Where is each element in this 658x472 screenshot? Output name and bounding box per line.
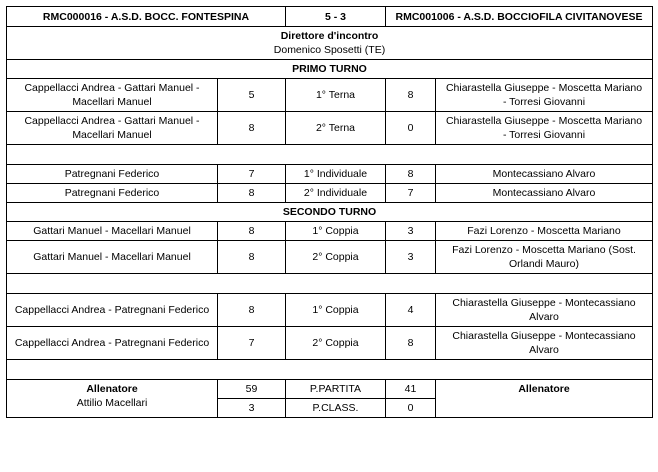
away-players (436, 294, 653, 327)
home-players: Patregnani Federico (7, 165, 218, 184)
director-row (7, 27, 653, 60)
spacer-cell (7, 145, 653, 165)
home-players-line: Cappellacci Andrea - Gattari Manuel - (24, 115, 200, 127)
game-type: 2° Coppia (286, 327, 386, 360)
away-score: 8 (386, 327, 436, 360)
home-players-line: Macellari Manuel (72, 96, 152, 108)
away-players (436, 222, 653, 241)
game-row (7, 165, 653, 184)
classifica-home: 3 (218, 399, 286, 418)
home-coach-cell (7, 380, 218, 418)
partita-home: 59 (218, 380, 286, 399)
footer-row (7, 380, 653, 399)
home-score: 7 (218, 165, 286, 184)
away-players (436, 112, 653, 145)
game-type: 2° Coppia (286, 241, 386, 274)
away-players-line: Orlandi Mauro) (508, 258, 580, 270)
home-players: Gattari Manuel - Macellari Manuel (7, 241, 218, 274)
spacer-row (7, 360, 653, 380)
away-score: 8 (386, 79, 436, 112)
home-score: 8 (218, 222, 286, 241)
away-players-line: Chiarastella Giuseppe - Moscetta Mariano (445, 115, 643, 127)
home-coach-label: Allenatore (86, 383, 138, 395)
away-players-line: Chiarastella Giuseppe - Moscetta Mariano (445, 82, 643, 94)
game-type: 2° Individuale (286, 184, 386, 203)
away-score: 7 (386, 184, 436, 203)
home-coach-name: Attilio Macellari (76, 397, 148, 409)
home-team-name: RMC000016 - A.S.D. BOCC. FONTESPINA (7, 7, 286, 27)
director-title: Direttore d'incontro (280, 30, 379, 42)
spacer-cell (7, 360, 653, 380)
home-score: 5 (218, 79, 286, 112)
section-row (7, 60, 653, 79)
away-coach-label: Allenatore (518, 383, 570, 395)
section-title-primo-turno: PRIMO TURNO (7, 60, 653, 79)
game-row (7, 241, 653, 274)
home-players-line: Macellari Manuel (72, 129, 152, 141)
away-players-line: - Torresi Giovanni (502, 129, 586, 141)
game-type: 1° Terna (286, 79, 386, 112)
away-players-line: Fazi Lorenzo - Moscetta Mariano (Sost. (452, 244, 636, 256)
home-score: 7 (218, 327, 286, 360)
away-players: Montecassiano Alvaro (436, 184, 653, 203)
home-players: Gattari Manuel - Macellari Manuel (7, 222, 218, 241)
away-score: 8 (386, 165, 436, 184)
away-players-line: Fazi Lorenzo - Moscetta Mariano (467, 225, 621, 237)
director-name: Domenico Sposetti (TE) (273, 44, 386, 56)
partita-away: 41 (386, 380, 436, 399)
partita-label: P.PARTITA (286, 380, 386, 399)
away-players-line: - Torresi Giovanni (502, 96, 586, 108)
away-players (436, 241, 653, 274)
home-players: Cappellacci Andrea - Patregnani Federico (7, 327, 218, 360)
spacer-row (7, 145, 653, 165)
home-players: Cappellacci Andrea - Patregnani Federico (7, 294, 218, 327)
game-row (7, 184, 653, 203)
away-players-line: Alvaro (529, 344, 559, 356)
away-score: 0 (386, 112, 436, 145)
game-row (7, 327, 653, 360)
spacer-cell (7, 274, 653, 294)
game-row (7, 222, 653, 241)
away-players-line: Chiarastella Giuseppe - Montecassiano (452, 297, 636, 309)
away-coach-cell (436, 380, 653, 418)
match-score: 5 - 3 (286, 7, 386, 27)
away-players-line: Chiarastella Giuseppe - Montecassiano (452, 330, 636, 342)
game-row (7, 79, 653, 112)
section-row (7, 203, 653, 222)
away-players: Montecassiano Alvaro (436, 165, 653, 184)
header-row (7, 7, 653, 27)
away-score: 3 (386, 241, 436, 274)
match-report-table (6, 6, 653, 418)
game-type: 1° Individuale (286, 165, 386, 184)
home-score: 8 (218, 112, 286, 145)
home-players: Patregnani Federico (7, 184, 218, 203)
game-row (7, 112, 653, 145)
home-score: 8 (218, 294, 286, 327)
game-type: 1° Coppia (286, 294, 386, 327)
home-score: 8 (218, 241, 286, 274)
classifica-away: 0 (386, 399, 436, 418)
away-score: 3 (386, 222, 436, 241)
section-title-secondo-turno: SECONDO TURNO (7, 203, 653, 222)
game-type: 2° Terna (286, 112, 386, 145)
away-players (436, 79, 653, 112)
home-players (7, 79, 218, 112)
game-row (7, 294, 653, 327)
director-cell (7, 27, 653, 60)
home-score: 8 (218, 184, 286, 203)
away-score: 4 (386, 294, 436, 327)
home-players-line: Cappellacci Andrea - Gattari Manuel - (24, 82, 200, 94)
away-players (436, 327, 653, 360)
spacer-row (7, 274, 653, 294)
home-players (7, 112, 218, 145)
classifica-label: P.CLASS. (286, 399, 386, 418)
game-type: 1° Coppia (286, 222, 386, 241)
away-team-name: RMC001006 - A.S.D. BOCCIOFILA CIVITANOVESE (386, 7, 653, 27)
away-players-line: Alvaro (529, 311, 559, 323)
